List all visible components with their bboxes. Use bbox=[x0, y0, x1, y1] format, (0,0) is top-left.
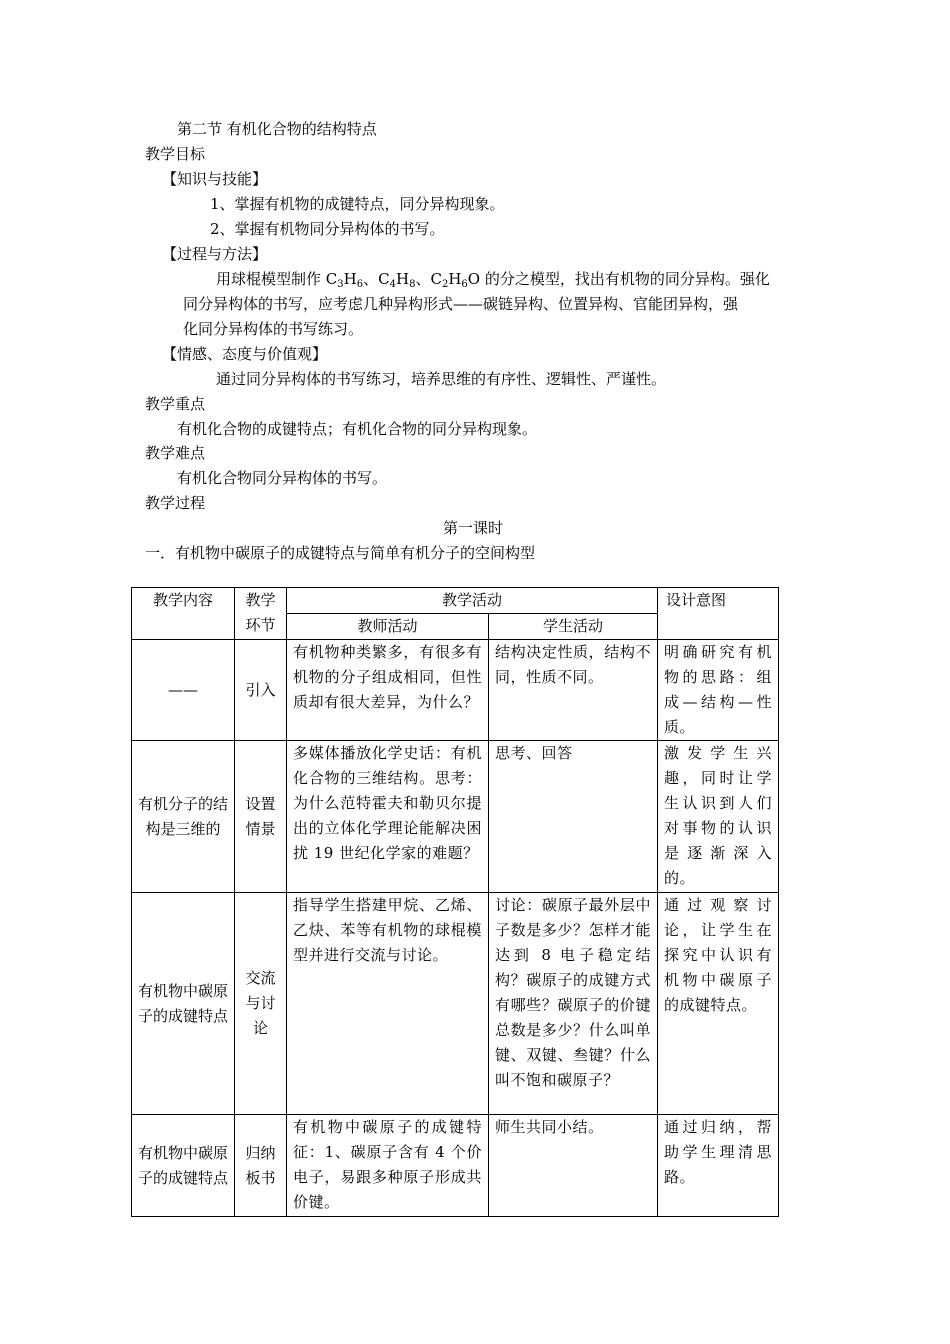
process-prefix: 用球棍模型制作 bbox=[216, 270, 326, 288]
difficulty-heading: 教学难点 bbox=[145, 444, 206, 462]
row-teacher: 指导学生搭建甲烷、乙烯、乙炔、苯等有机物的球棍模型并进行交流与讨论。 bbox=[287, 893, 489, 1115]
header-activity: 教学活动 bbox=[287, 588, 658, 614]
row-student: 师生共同小结。 bbox=[489, 1115, 658, 1217]
emotion-heading: 【情感、态度与价值观】 bbox=[162, 345, 328, 363]
row-design: 通过归纳，帮助学生理清思路。 bbox=[658, 1115, 779, 1217]
goals-heading: 教学目标 bbox=[145, 145, 206, 163]
row-student: 结构决定性质，结构不同，性质不同。 bbox=[489, 640, 658, 741]
header-stage: 教学 环节 bbox=[235, 588, 287, 640]
process-heading: 【过程与方法】 bbox=[162, 245, 268, 263]
table-row bbox=[132, 1115, 779, 1217]
process-text-line-2: 同分异构体的书写，应考虑几种异构形式——碳链异构、位置异构、官能团异构，强 bbox=[183, 295, 739, 313]
formula-c3h6: $C_3H_6$ bbox=[325, 270, 364, 290]
row-teacher: 多媒体播放化学史话：有机化合物的三维结构。思考：为什么范特霍夫和勒贝尔提出的立体化学理论能解决困扰 19 世纪化学家的难题？ bbox=[287, 741, 489, 893]
row-student: 思考、回答 bbox=[489, 741, 658, 893]
knowledge-item-1: 1、掌握有机物的成键特点，同分异构现象。 bbox=[210, 195, 505, 213]
knowledge-item-2: 2、掌握有机物同分异构体的书写。 bbox=[210, 220, 445, 238]
row-stage: 归纳板书 bbox=[235, 1115, 287, 1217]
lesson-table bbox=[131, 587, 779, 1217]
row-content: 有机分子的结构是三维的 bbox=[132, 741, 235, 893]
row-content: 有机物中碳原子的成键特点 bbox=[132, 893, 235, 1115]
row-content: 有机物中碳原子的成键特点 bbox=[132, 1115, 235, 1217]
header-teacher: 教师活动 bbox=[287, 614, 489, 640]
row-content: —— bbox=[132, 640, 235, 741]
row-stage: 设置情景 bbox=[235, 741, 287, 893]
section-title: 第二节 有机化合物的结构特点 bbox=[177, 120, 377, 138]
row-teacher: 有机物中碳原子的成键特征：1、碳原子含有 4 个价电子，易跟多种原子形成共价键。 bbox=[287, 1115, 489, 1217]
header-design: 设计意图 bbox=[658, 588, 779, 640]
table-row bbox=[132, 893, 779, 1115]
focus-heading: 教学重点 bbox=[145, 395, 206, 413]
focus-text: 有机化合物的成键特点；有机化合物的同分异构现象。 bbox=[177, 420, 538, 438]
row-student: 讨论：碳原子最外层中子数是多少？怎样才能达到 8 电子稳定结构？碳原子的成键方式有哪些？碳原子的价键总数是多少？什么叫单键、双键、叁键？什么叫不饱和碳原子？ bbox=[489, 893, 658, 1115]
part-title: 一．有机物中碳原子的成键特点与简单有机分子的空间构型 bbox=[145, 544, 536, 562]
knowledge-heading: 【知识与技能】 bbox=[162, 170, 268, 188]
process-text-line-1: 用球棍模型制作 $C_3H_6$、$C_4H_8$、$C_2H_6O$ 的分之模型，找出有机物的同分异构。强化 bbox=[216, 270, 770, 290]
row-design: 激发学生兴趣，同时让学生认识到人们对事物的认识是逐渐深入的。 bbox=[658, 741, 779, 893]
header-content: 教学内容 bbox=[132, 588, 235, 640]
row-teacher: 有机物种类繁多，有很多有机物的分子组成相同，但性质却有很大差异，为什么？ bbox=[287, 640, 489, 741]
row-stage: 引入 bbox=[235, 640, 287, 741]
row-stage: 交流与讨论 bbox=[235, 893, 287, 1115]
formula-c4h8: $C_4H_8$ bbox=[378, 270, 416, 290]
row-design: 明确研究有机物的思路：组成—结构—性质。 bbox=[658, 640, 779, 741]
difficulty-text: 有机化合物同分异构体的书写。 bbox=[177, 469, 388, 487]
row-design: 通过观察讨论，让学生在探究中认识有机物中碳原子的成键特点。 bbox=[658, 893, 779, 1115]
table-row bbox=[132, 741, 779, 893]
lesson-title: 第一课时 bbox=[443, 519, 504, 537]
formula-c2h6o: $C_2H_6O$ bbox=[430, 270, 481, 290]
process-text-line-3: 化同分异构体的书写练习。 bbox=[183, 320, 364, 338]
emotion-text: 通过同分异构体的书写练习，培养思维的有序性、逻辑性、严谨性。 bbox=[216, 370, 667, 388]
process-main-heading: 教学过程 bbox=[145, 494, 206, 512]
table-row bbox=[132, 640, 779, 741]
process-suffix: 的分之模型，找出有机物的同分异构。强化 bbox=[480, 270, 770, 288]
header-student: 学生活动 bbox=[489, 614, 658, 640]
